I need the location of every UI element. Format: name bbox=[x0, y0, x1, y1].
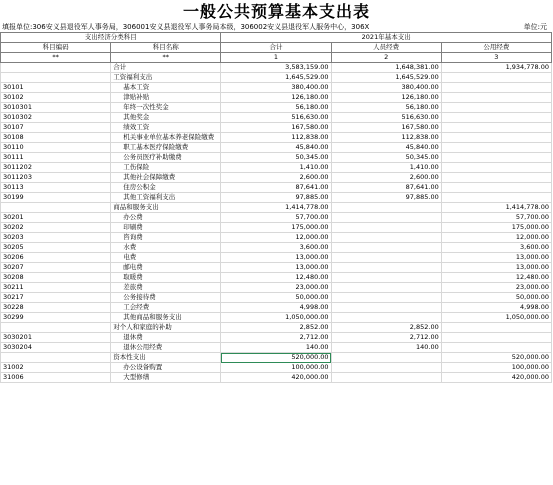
table-row bbox=[1, 133, 552, 143]
cell-code[interactable]: 31006 bbox=[1, 373, 111, 383]
cell-name[interactable]: 取暖费 bbox=[111, 273, 221, 283]
cell-personnel[interactable] bbox=[331, 283, 441, 293]
cell-public[interactable] bbox=[441, 343, 551, 353]
cell-total[interactable]: 520,000.00 bbox=[221, 353, 331, 363]
cell-personnel[interactable]: 45,840.00 bbox=[331, 143, 441, 153]
currency-unit-label: 单位:元 bbox=[523, 23, 547, 31]
table-row bbox=[1, 93, 552, 103]
header-code[interactable]: 科目编码 bbox=[1, 43, 111, 53]
cell-public[interactable]: 520,000.00 bbox=[441, 353, 551, 363]
cell-personnel[interactable]: 112,838.00 bbox=[331, 133, 441, 143]
cell-name[interactable]: 基本工资 bbox=[111, 83, 221, 93]
cell-code[interactable]: 30102 bbox=[1, 93, 111, 103]
cell-public[interactable]: 1,414,778.00 bbox=[441, 203, 551, 213]
cell-name[interactable]: 年终一次性奖金 bbox=[111, 103, 221, 113]
cell-name[interactable]: 其他社会保障缴费 bbox=[111, 173, 221, 183]
header-row-group bbox=[1, 33, 552, 43]
table-row bbox=[1, 243, 552, 253]
cell-personnel[interactable] bbox=[331, 313, 441, 323]
cell-personnel[interactable] bbox=[331, 213, 441, 223]
cell-personnel[interactable] bbox=[331, 253, 441, 263]
cell-code[interactable]: 30211 bbox=[1, 283, 111, 293]
cell-name[interactable]: 对个人和家庭的补助 bbox=[111, 323, 221, 333]
cell-name[interactable]: 大型修缮 bbox=[111, 373, 221, 383]
cell-name[interactable]: 退休公用经费 bbox=[111, 343, 221, 353]
cell-personnel[interactable]: 2,600.00 bbox=[331, 173, 441, 183]
cell-total[interactable]: 112,838.00 bbox=[221, 133, 331, 143]
table-row bbox=[1, 193, 552, 203]
table-row bbox=[1, 203, 552, 213]
cell-public[interactable] bbox=[441, 333, 551, 343]
header-row-markers bbox=[1, 53, 552, 63]
cell-code[interactable]: 30113 bbox=[1, 183, 111, 193]
table-row bbox=[1, 363, 552, 373]
cell-name[interactable]: 其他奖金 bbox=[111, 113, 221, 123]
cell-public[interactable]: 3,600.00 bbox=[441, 243, 551, 253]
cell-total[interactable]: 3,583,159.00 bbox=[221, 63, 331, 73]
cell-personnel[interactable]: 2,712.00 bbox=[331, 333, 441, 343]
table-row bbox=[1, 253, 552, 263]
cell-code[interactable]: 30201 bbox=[1, 213, 111, 223]
cell-code[interactable] bbox=[1, 323, 111, 333]
marker-total[interactable]: 1 bbox=[221, 53, 331, 63]
table-row bbox=[1, 73, 552, 83]
cell-public[interactable] bbox=[441, 123, 551, 133]
table-row bbox=[1, 113, 552, 123]
table-row bbox=[1, 103, 552, 113]
cell-total[interactable]: 2,712.00 bbox=[221, 333, 331, 343]
cell-total[interactable]: 12,480.00 bbox=[221, 273, 331, 283]
cell-code[interactable]: 3030201 bbox=[1, 333, 111, 343]
cell-code[interactable]: 30206 bbox=[1, 253, 111, 263]
header-personnel[interactable]: 人员经费 bbox=[331, 43, 441, 53]
table-row bbox=[1, 223, 552, 233]
marker-public[interactable]: 3 bbox=[441, 53, 551, 63]
table-row bbox=[1, 143, 552, 153]
cell-name[interactable]: 资本性支出 bbox=[111, 353, 221, 363]
header-row-columns bbox=[1, 43, 552, 53]
cell-total[interactable]: 516,630.00 bbox=[221, 113, 331, 123]
cell-code[interactable]: 3010302 bbox=[1, 113, 111, 123]
cell-code[interactable]: 30299 bbox=[1, 313, 111, 323]
table-row bbox=[1, 163, 552, 173]
cell-public[interactable] bbox=[441, 173, 551, 183]
header-public[interactable]: 公用经费 bbox=[441, 43, 551, 53]
cell-total[interactable]: 4,998.00 bbox=[221, 303, 331, 313]
cell-personnel[interactable] bbox=[331, 203, 441, 213]
cell-public[interactable]: 100,000.00 bbox=[441, 363, 551, 373]
cell-code[interactable]: 30205 bbox=[1, 243, 111, 253]
cell-code[interactable]: 30108 bbox=[1, 133, 111, 143]
header-total[interactable]: 合计 bbox=[221, 43, 331, 53]
table-row bbox=[1, 123, 552, 133]
table-row bbox=[1, 183, 552, 193]
cell-total[interactable]: 50,000.00 bbox=[221, 293, 331, 303]
cell-total[interactable]: 1,414,778.00 bbox=[221, 203, 331, 213]
cell-total[interactable]: 167,580.00 bbox=[221, 123, 331, 133]
cell-total[interactable]: 87,641.00 bbox=[221, 183, 331, 193]
cell-personnel[interactable]: 126,180.00 bbox=[331, 93, 441, 103]
table-row bbox=[1, 303, 552, 313]
cell-public[interactable] bbox=[441, 73, 551, 83]
table-row bbox=[1, 283, 552, 293]
cell-personnel[interactable]: 50,345.00 bbox=[331, 153, 441, 163]
cell-personnel[interactable]: 2,852.00 bbox=[331, 323, 441, 333]
table-row bbox=[1, 263, 552, 273]
cell-personnel[interactable] bbox=[331, 263, 441, 273]
cell-name[interactable]: 职工基本医疗保险缴费 bbox=[111, 143, 221, 153]
cell-name[interactable]: 津贴补贴 bbox=[111, 93, 221, 103]
cell-personnel[interactable] bbox=[331, 303, 441, 313]
cell-code[interactable]: 3011203 bbox=[1, 173, 111, 183]
table-row bbox=[1, 313, 552, 323]
cell-public[interactable] bbox=[441, 323, 551, 333]
cell-total[interactable]: 1,645,529.00 bbox=[221, 73, 331, 83]
cell-public[interactable] bbox=[441, 153, 551, 163]
cell-code[interactable]: 3011202 bbox=[1, 163, 111, 173]
cell-total[interactable]: 126,180.00 bbox=[221, 93, 331, 103]
cell-name[interactable]: 邮电费 bbox=[111, 263, 221, 273]
cell-name[interactable]: 差旅费 bbox=[111, 283, 221, 293]
cell-name[interactable]: 机关事业单位基本养老保险缴费 bbox=[111, 133, 221, 143]
cell-total[interactable]: 1,050,000.00 bbox=[221, 313, 331, 323]
cell-personnel[interactable]: 56,180.00 bbox=[331, 103, 441, 113]
cell-public[interactable]: 12,480.00 bbox=[441, 273, 551, 283]
table-body bbox=[1, 33, 552, 383]
cell-name[interactable]: 其他商品和服务支出 bbox=[111, 313, 221, 323]
cell-code[interactable]: 31002 bbox=[1, 363, 111, 373]
table-row bbox=[1, 323, 552, 333]
cell-public[interactable]: 420,000.00 bbox=[441, 373, 551, 383]
cell-public[interactable]: 1,934,778.00 bbox=[441, 63, 551, 73]
table-row bbox=[1, 373, 552, 383]
cell-personnel[interactable]: 87,641.00 bbox=[331, 183, 441, 193]
cell-name[interactable]: 工会经费 bbox=[111, 303, 221, 313]
cell-code[interactable]: 30111 bbox=[1, 153, 111, 163]
cell-public[interactable]: 57,700.00 bbox=[441, 213, 551, 223]
cell-public[interactable] bbox=[441, 193, 551, 203]
cell-total[interactable]: 2,852.00 bbox=[221, 323, 331, 333]
cell-code[interactable]: 30110 bbox=[1, 143, 111, 153]
table-row bbox=[1, 293, 552, 303]
cell-public[interactable]: 175,000.00 bbox=[441, 223, 551, 233]
cell-personnel[interactable]: 380,400.00 bbox=[331, 83, 441, 93]
cell-name[interactable]: 公务员医疗补助缴费 bbox=[111, 153, 221, 163]
table-row bbox=[1, 63, 552, 73]
table-row bbox=[1, 83, 552, 93]
table-row bbox=[1, 153, 552, 163]
cell-personnel[interactable]: 516,630.00 bbox=[331, 113, 441, 123]
cell-personnel[interactable] bbox=[331, 223, 441, 233]
cell-name[interactable]: 办公设备购置 bbox=[111, 363, 221, 373]
cell-total[interactable]: 13,000.00 bbox=[221, 263, 331, 273]
cell-code[interactable]: 30202 bbox=[1, 223, 111, 233]
cell-total[interactable]: 1,410.00 bbox=[221, 163, 331, 173]
cell-name[interactable]: 公务接待费 bbox=[111, 293, 221, 303]
cell-total[interactable]: 97,885.00 bbox=[221, 193, 331, 203]
table-row bbox=[1, 213, 552, 223]
cell-code[interactable]: 30208 bbox=[1, 273, 111, 283]
cell-total[interactable]: 56,180.00 bbox=[221, 103, 331, 113]
header-economic-class[interactable]: 支出经济分类科目 bbox=[1, 33, 221, 43]
cell-personnel[interactable]: 1,645,529.00 bbox=[331, 73, 441, 83]
cell-personnel[interactable] bbox=[331, 373, 441, 383]
cell-personnel[interactable]: 1,648,381.00 bbox=[331, 63, 441, 73]
marker-code[interactable]: ** bbox=[1, 53, 111, 63]
cell-total[interactable]: 45,840.00 bbox=[221, 143, 331, 153]
cell-personnel[interactable]: 140.00 bbox=[331, 343, 441, 353]
cell-public[interactable] bbox=[441, 183, 551, 193]
cell-name[interactable]: 办公费 bbox=[111, 213, 221, 223]
cell-personnel[interactable] bbox=[331, 293, 441, 303]
header-2021-basic-expenditure[interactable]: 2021年基本支出 bbox=[221, 33, 552, 43]
cell-code[interactable]: 3010301 bbox=[1, 103, 111, 113]
table-row bbox=[1, 273, 552, 283]
cell-name[interactable]: 商品和服务支出 bbox=[111, 203, 221, 213]
cell-public[interactable]: 12,000.00 bbox=[441, 233, 551, 243]
cell-code[interactable] bbox=[1, 73, 111, 83]
filling-unit-text: 填报单位:306安义县退役军人事务局，306001安义县退役军人事务局本级，306002安义县退役军人服务中心，306X bbox=[2, 23, 370, 31]
cell-public[interactable]: 13,000.00 bbox=[441, 253, 551, 263]
cell-total[interactable]: 57,700.00 bbox=[221, 213, 331, 223]
cell-personnel[interactable] bbox=[331, 273, 441, 283]
table-row bbox=[1, 343, 552, 353]
cell-total[interactable]: 140.00 bbox=[221, 343, 331, 353]
cell-personnel[interactable]: 1,410.00 bbox=[331, 163, 441, 173]
table-row bbox=[1, 333, 552, 343]
cell-name[interactable]: 住房公积金 bbox=[111, 183, 221, 193]
cell-name[interactable]: 印刷费 bbox=[111, 223, 221, 233]
cell-public[interactable]: 1,050,000.00 bbox=[441, 313, 551, 323]
table-row bbox=[1, 353, 552, 363]
cell-total[interactable]: 50,345.00 bbox=[221, 153, 331, 163]
cell-code[interactable] bbox=[1, 203, 111, 213]
table-row bbox=[1, 233, 552, 243]
cell-public[interactable] bbox=[441, 103, 551, 113]
cell-name[interactable]: 合计 bbox=[111, 63, 221, 73]
cell-total[interactable]: 420,000.00 bbox=[221, 373, 331, 383]
cell-code[interactable]: 3030204 bbox=[1, 343, 111, 353]
cell-public[interactable] bbox=[441, 83, 551, 93]
budget-table bbox=[0, 32, 552, 383]
cell-personnel[interactable]: 167,580.00 bbox=[331, 123, 441, 133]
cell-name[interactable]: 咨询费 bbox=[111, 233, 221, 243]
cell-personnel[interactable] bbox=[331, 353, 441, 363]
cell-code[interactable]: 30203 bbox=[1, 233, 111, 243]
table-row bbox=[1, 173, 552, 183]
cell-total[interactable]: 3,600.00 bbox=[221, 243, 331, 253]
cell-public[interactable]: 50,000.00 bbox=[441, 293, 551, 303]
cell-code[interactable]: 30199 bbox=[1, 193, 111, 203]
cell-total[interactable]: 2,600.00 bbox=[221, 173, 331, 183]
cell-public[interactable]: 23,000.00 bbox=[441, 283, 551, 293]
cell-personnel[interactable] bbox=[331, 243, 441, 253]
cell-name[interactable]: 绩效工资 bbox=[111, 123, 221, 133]
page-title: 一般公共预算基本支出表 bbox=[182, 2, 370, 21]
cell-public[interactable] bbox=[441, 93, 551, 103]
cell-code[interactable] bbox=[1, 63, 111, 73]
cell-name[interactable]: 电费 bbox=[111, 253, 221, 263]
header-name[interactable]: 科目名称 bbox=[111, 43, 221, 53]
cell-public[interactable] bbox=[441, 163, 551, 173]
cell-personnel[interactable] bbox=[331, 233, 441, 243]
cell-personnel[interactable]: 97,885.00 bbox=[331, 193, 441, 203]
cell-public[interactable] bbox=[441, 113, 551, 123]
cell-code[interactable]: 30228 bbox=[1, 303, 111, 313]
cell-name[interactable]: 退休费 bbox=[111, 333, 221, 343]
marker-name[interactable]: ** bbox=[111, 53, 221, 63]
cell-code[interactable]: 30207 bbox=[1, 263, 111, 273]
cell-name[interactable]: 工资福利支出 bbox=[111, 73, 221, 83]
cell-public[interactable] bbox=[441, 133, 551, 143]
cell-total[interactable]: 380,400.00 bbox=[221, 83, 331, 93]
cell-name[interactable]: 其他工资福利支出 bbox=[111, 193, 221, 203]
marker-personnel[interactable]: 2 bbox=[331, 53, 441, 63]
cell-name[interactable]: 水费 bbox=[111, 243, 221, 253]
cell-total[interactable]: 175,000.00 bbox=[221, 223, 331, 233]
cell-name[interactable]: 工伤保险 bbox=[111, 163, 221, 173]
cell-code[interactable] bbox=[1, 353, 111, 363]
cell-public[interactable]: 4,998.00 bbox=[441, 303, 551, 313]
cell-total[interactable]: 12,000.00 bbox=[221, 233, 331, 243]
cell-total[interactable]: 13,000.00 bbox=[221, 253, 331, 263]
cell-personnel[interactable] bbox=[331, 363, 441, 373]
cell-public[interactable] bbox=[441, 143, 551, 153]
cell-public[interactable]: 13,000.00 bbox=[441, 263, 551, 273]
cell-total[interactable]: 23,000.00 bbox=[221, 283, 331, 293]
cell-code[interactable]: 30217 bbox=[1, 293, 111, 303]
cell-code[interactable]: 30107 bbox=[1, 123, 111, 133]
cell-code[interactable]: 30101 bbox=[1, 83, 111, 93]
cell-total[interactable]: 100,000.00 bbox=[221, 363, 331, 373]
